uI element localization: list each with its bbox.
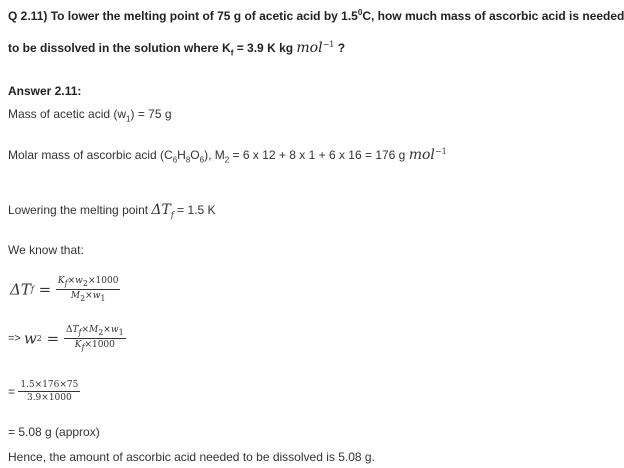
c-sub: 6: [172, 155, 178, 165]
question-line-2: [8, 40, 345, 57]
lowering-pre: Lowering the melting point: [8, 203, 152, 217]
o-symbol: O: [190, 148, 200, 162]
equation-2: [8, 325, 126, 352]
m2-sub: 2: [224, 155, 230, 165]
mass-acetic-pre: Mass of acetic acid (w: [8, 107, 127, 121]
question-text-2: to be dissolved in the solution where K: [8, 41, 231, 55]
molar-pre: Molar mass of ascorbic acid (C: [8, 148, 173, 162]
question-line-1: [8, 8, 624, 23]
molar-mid: ), M: [204, 148, 225, 162]
eq3-equals: =: [8, 384, 19, 399]
implies-arrow: =>: [8, 332, 24, 345]
lowering-post: = 1.5 K: [173, 203, 216, 217]
molar-post: = 6 x 12 + 8 x 1 + 6 x 16 = 176 g: [229, 148, 409, 162]
w1-sub: 1: [126, 114, 131, 124]
eq2-equals: =: [41, 329, 64, 348]
eq2-denominator: $K_f\times 1000$: [74, 339, 115, 352]
eq2-lhs: w: [23, 329, 37, 348]
o-sub: 6: [199, 155, 205, 165]
mol-unit: mol: [296, 40, 323, 56]
molar-unit: mol: [408, 147, 435, 163]
delta-tf-symbol: ΔT: [151, 202, 171, 218]
question-text-2-mid: = 3.9 K kg: [233, 41, 297, 55]
molar-mass-line: [8, 147, 447, 164]
kf-sub: f: [230, 48, 234, 58]
answer-heading: Answer 2.11:: [8, 84, 82, 98]
eq1-fraction: [56, 276, 121, 303]
result-line: = 5.08 g (approx): [8, 425, 100, 439]
h-sub: 8: [185, 155, 191, 165]
delta-tf-sub: f: [170, 210, 174, 220]
mass-acetic-line: [8, 107, 172, 123]
eq3-fraction: [18, 380, 80, 403]
lowering-line: [8, 202, 216, 219]
eq1-equals: =: [33, 280, 56, 299]
eq3-denominator: 3.9×1000: [26, 393, 72, 403]
eq2-fraction: [64, 325, 126, 352]
mass-acetic-post: ) = 75 g: [130, 107, 172, 121]
degree-sup: 0: [357, 8, 363, 17]
mol-exp: −1: [322, 40, 335, 49]
eq1-lhs-sub: f: [30, 284, 34, 294]
question-text-2-end: ?: [334, 41, 346, 55]
eq1-numerator: $K_f\times w_2\times 1000$: [57, 276, 119, 288]
conclusion-line: Hence, the amount of ascorbic acid needed to be dissolved is 5.08 g.: [8, 450, 375, 464]
eq2-numerator: $\Delta T_f\times M_2\times w_1$: [65, 325, 124, 337]
eq1-denominator: $M_2\times w_1$: [70, 290, 106, 303]
eq2-lhs-sub: 2: [36, 333, 42, 343]
equation-1: [10, 276, 120, 303]
equation-3: [8, 380, 80, 403]
question-text-1: Q 2.11) To lower the melting point of 75 g of acetic acid by 1.5: [8, 9, 358, 23]
question-text-1-tail: C, how much mass of ascorbic acid is needed: [362, 9, 624, 23]
eq3-numerator: 1.5×176×75: [20, 380, 79, 390]
h-symbol: H: [177, 148, 186, 162]
we-know-line: We know that:: [8, 243, 84, 257]
molar-exp: −1: [434, 147, 447, 156]
eq1-lhs: ΔT: [10, 280, 31, 299]
